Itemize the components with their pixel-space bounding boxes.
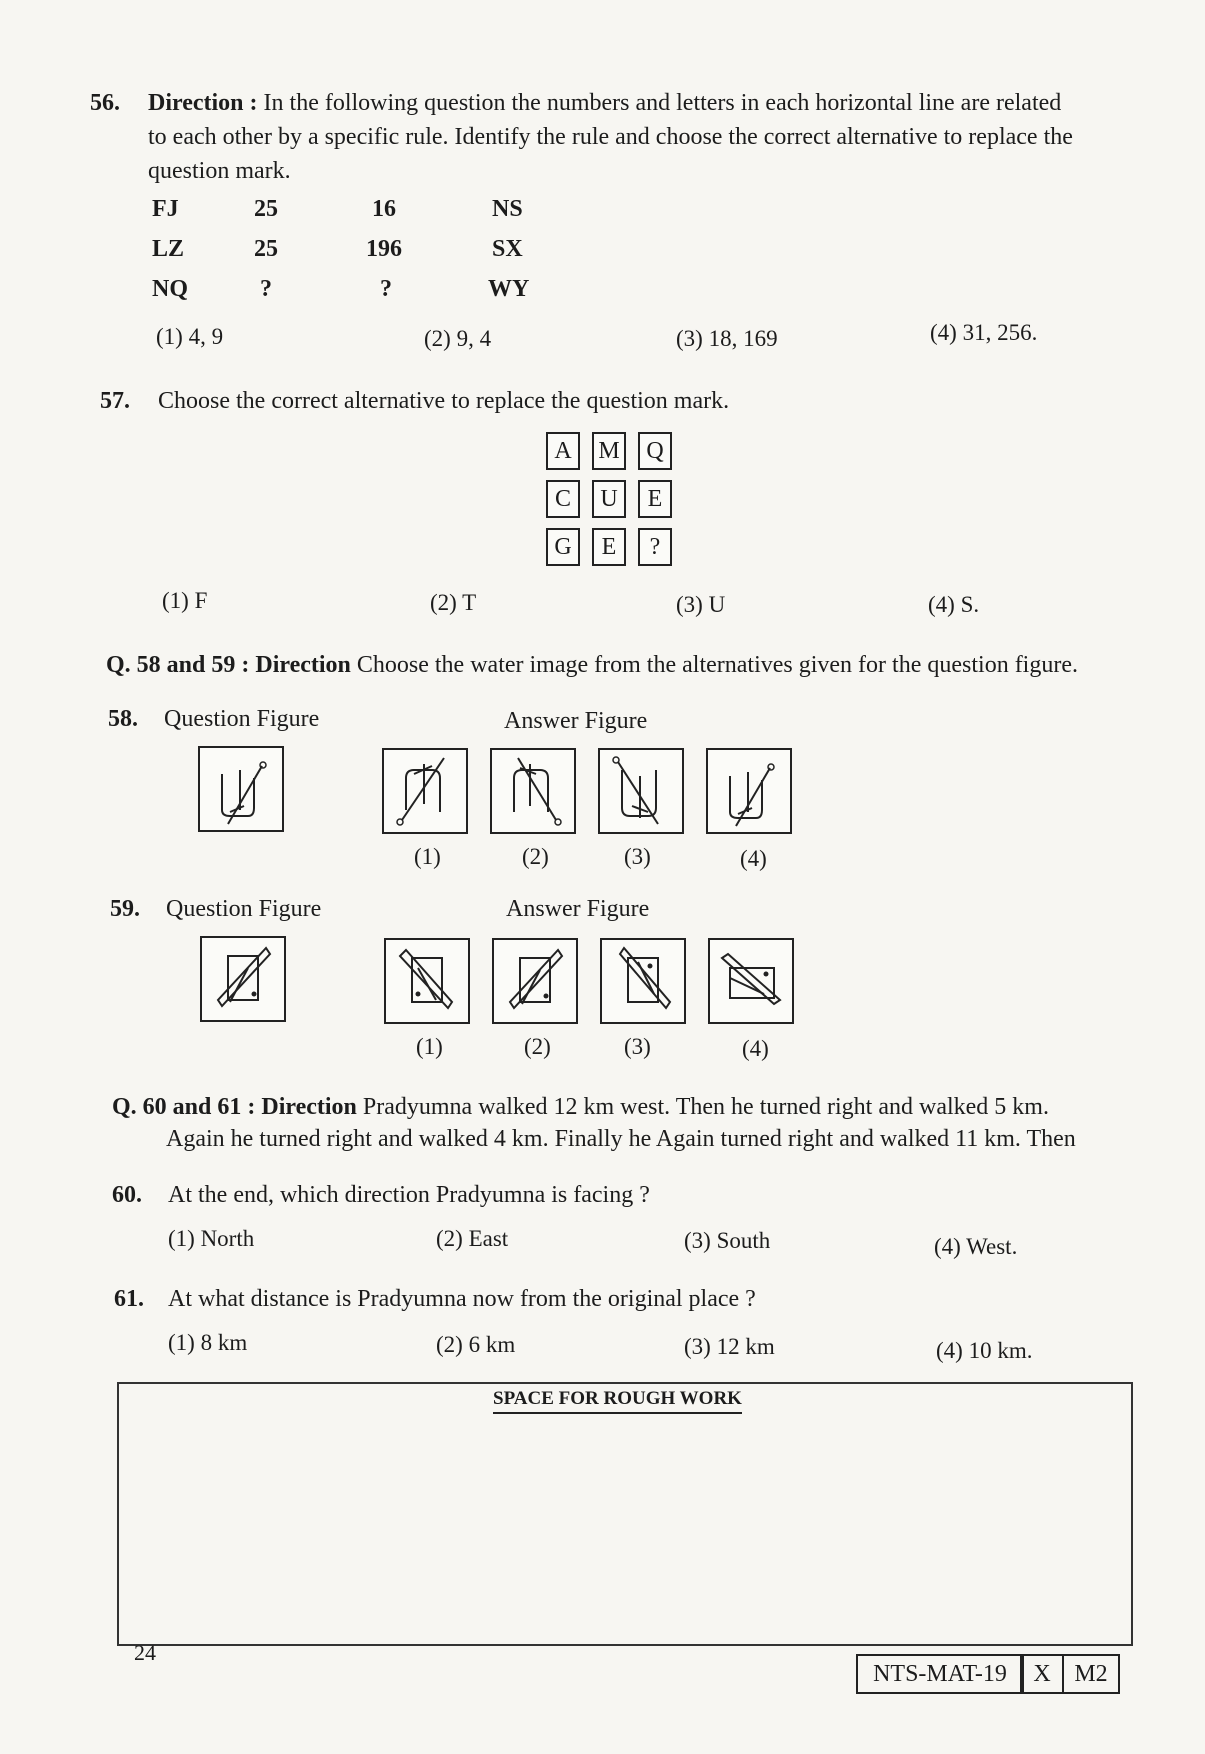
q60-61-direction-text-line1: Pradyumna walked 12 km west. Then he turned right and walked 5 km. — [362, 1094, 1049, 1120]
q57-option-2[interactable]: (2) T — [430, 590, 477, 615]
q58-answer-label-4: (4) — [740, 846, 767, 871]
q59-answer-figure-4[interactable] — [708, 938, 794, 1024]
q58-answer-figure-2[interactable] — [490, 748, 576, 834]
q56-text-line2: to each other by a specific rule. Identify the rule and choose the correct alternative to replace the — [148, 124, 1073, 150]
q61-text: At what distance is Pradyumna now from the original place ? — [168, 1286, 756, 1312]
q61-option-4[interactable]: (4) 10 km. — [936, 1338, 1033, 1363]
q59-answer-figure-2[interactable] — [492, 938, 578, 1024]
q59-question-figure-drawing — [202, 938, 284, 1020]
q56-r0c0: FJ — [152, 196, 179, 222]
q59-question-figure — [200, 936, 286, 1022]
q57-cell-m: M — [592, 432, 626, 470]
q58-answer-label-2: (2) — [522, 844, 549, 869]
q56-direction-label: Direction : — [148, 90, 258, 116]
q61-option-3[interactable]: (3) 12 km — [684, 1334, 775, 1359]
q60-option-2[interactable]: (2) East — [436, 1226, 509, 1251]
q59-answer-figure-1[interactable] — [384, 938, 470, 1024]
q59-answer-figure-3[interactable] — [600, 938, 686, 1024]
q58-question-figure-label: Question Figure — [164, 706, 320, 732]
q58-answer-label-3: (3) — [624, 844, 651, 869]
q59-answer-label-4: (4) — [742, 1036, 769, 1061]
q56-text-line3: question mark. — [148, 158, 291, 184]
q56-r1c0: LZ — [152, 236, 185, 262]
q56-r0c1: 25 — [254, 196, 278, 222]
q59-answer-2-drawing — [494, 940, 576, 1022]
q56-r0c3: NS — [492, 196, 523, 222]
q57-number: 57. — [100, 388, 130, 414]
q57-cell-question: ? — [638, 528, 672, 566]
q56-r1c3: SX — [492, 236, 523, 262]
q57-option-3[interactable]: (3) U — [676, 592, 726, 617]
q59-question-figure-label: Question Figure — [166, 896, 322, 922]
q56-option-4[interactable]: (4) 31, 256. — [930, 320, 1038, 345]
q56-text — [148, 86, 1138, 188]
q59-answer-label-3: (3) — [624, 1034, 651, 1059]
q58-answer-figure-1[interactable] — [382, 748, 468, 834]
q56-option-2[interactable]: (2) 9, 4 — [424, 326, 492, 351]
q59-answer-label-1: (1) — [416, 1034, 443, 1059]
q58-question-figure — [198, 746, 284, 832]
q60-61-direction-label: Q. 60 and 61 : Direction — [112, 1094, 357, 1120]
q58-answer-figure-label: Answer Figure — [504, 708, 648, 734]
q57-text: Choose the correct alternative to replace the question mark. — [158, 388, 730, 414]
q56-r0c2: 16 — [372, 196, 396, 222]
footer-set: X — [1020, 1654, 1064, 1694]
q58-number: 58. — [108, 706, 138, 732]
q58-answer-figure-4[interactable] — [706, 748, 792, 834]
q58-59-direction — [106, 648, 1166, 682]
q60-61-direction — [112, 1090, 1172, 1124]
q60-text: At the end, which direction Pradyumna is facing ? — [168, 1182, 650, 1208]
footer-code: NTS-MAT-19 — [856, 1654, 1024, 1694]
q58-answer-label-1: (1) — [414, 844, 441, 869]
q58-answer-2-drawing — [492, 750, 574, 832]
q60-number: 60. — [112, 1182, 142, 1208]
q59-answer-4-drawing — [710, 940, 792, 1022]
q56-option-1[interactable]: (1) 4, 9 — [156, 324, 224, 349]
q61-number: 61. — [114, 1286, 144, 1312]
q58-answer-figure-3[interactable] — [598, 748, 684, 834]
q59-answer-label-2: (2) — [524, 1034, 551, 1059]
q58-59-direction-label: Q. 58 and 59 : Direction — [106, 652, 351, 678]
q57-cell-c: C — [546, 480, 580, 518]
q60-option-4[interactable]: (4) West. — [934, 1234, 1018, 1259]
q57-cell-e2: E — [592, 528, 626, 566]
footer-paper: M2 — [1062, 1654, 1120, 1694]
q56-r1c1: 25 — [254, 236, 278, 262]
q56-r1c2: 196 — [366, 236, 402, 262]
q58-answer-4-drawing — [708, 750, 790, 832]
rough-work-title: SPACE FOR ROUGH WORK — [493, 1386, 742, 1414]
q60-option-1[interactable]: (1) North — [168, 1226, 255, 1251]
q57-cell-u: U — [592, 480, 626, 518]
q59-answer-figure-label: Answer Figure — [506, 896, 650, 922]
q58-59-direction-text: Choose the water image from the alternatives given for the question figure. — [356, 652, 1078, 678]
q56-text-line1: In the following question the numbers and letters in each horizontal line are related — [263, 90, 1062, 116]
q56-r2c0: NQ — [152, 276, 188, 302]
rough-work-box — [117, 1382, 1133, 1646]
q61-option-1[interactable]: (1) 8 km — [168, 1330, 248, 1355]
q60-61-direction-line2: Again he turned right and walked 4 km. Finally he Again turned right and walked 11 km. Then — [166, 1126, 1076, 1152]
q57-cell-q: Q — [638, 432, 672, 470]
q59-answer-3-drawing — [602, 940, 684, 1022]
q60-option-3[interactable]: (3) South — [684, 1228, 771, 1253]
q57-option-1[interactable]: (1) F — [162, 588, 208, 613]
q56-option-3[interactable]: (3) 18, 169 — [676, 326, 778, 351]
q57-option-4[interactable]: (4) S. — [928, 592, 980, 617]
q58-answer-3-drawing — [600, 750, 682, 832]
q61-option-2[interactable]: (2) 6 km — [436, 1332, 516, 1357]
q57-cell-e: E — [638, 480, 672, 518]
page-number: 24 — [134, 1640, 156, 1665]
q56-r2c3: WY — [488, 276, 530, 302]
q58-question-figure-drawing — [200, 748, 282, 830]
q57-cell-a: A — [546, 432, 580, 470]
q56-number: 56. — [90, 90, 120, 116]
q58-answer-1-drawing — [384, 750, 466, 832]
q57-cell-g: G — [546, 528, 580, 566]
q56-r2c2: ? — [380, 276, 392, 302]
q59-answer-1-drawing — [386, 940, 468, 1022]
q56-r2c1: ? — [260, 276, 272, 302]
q59-number: 59. — [110, 896, 140, 922]
